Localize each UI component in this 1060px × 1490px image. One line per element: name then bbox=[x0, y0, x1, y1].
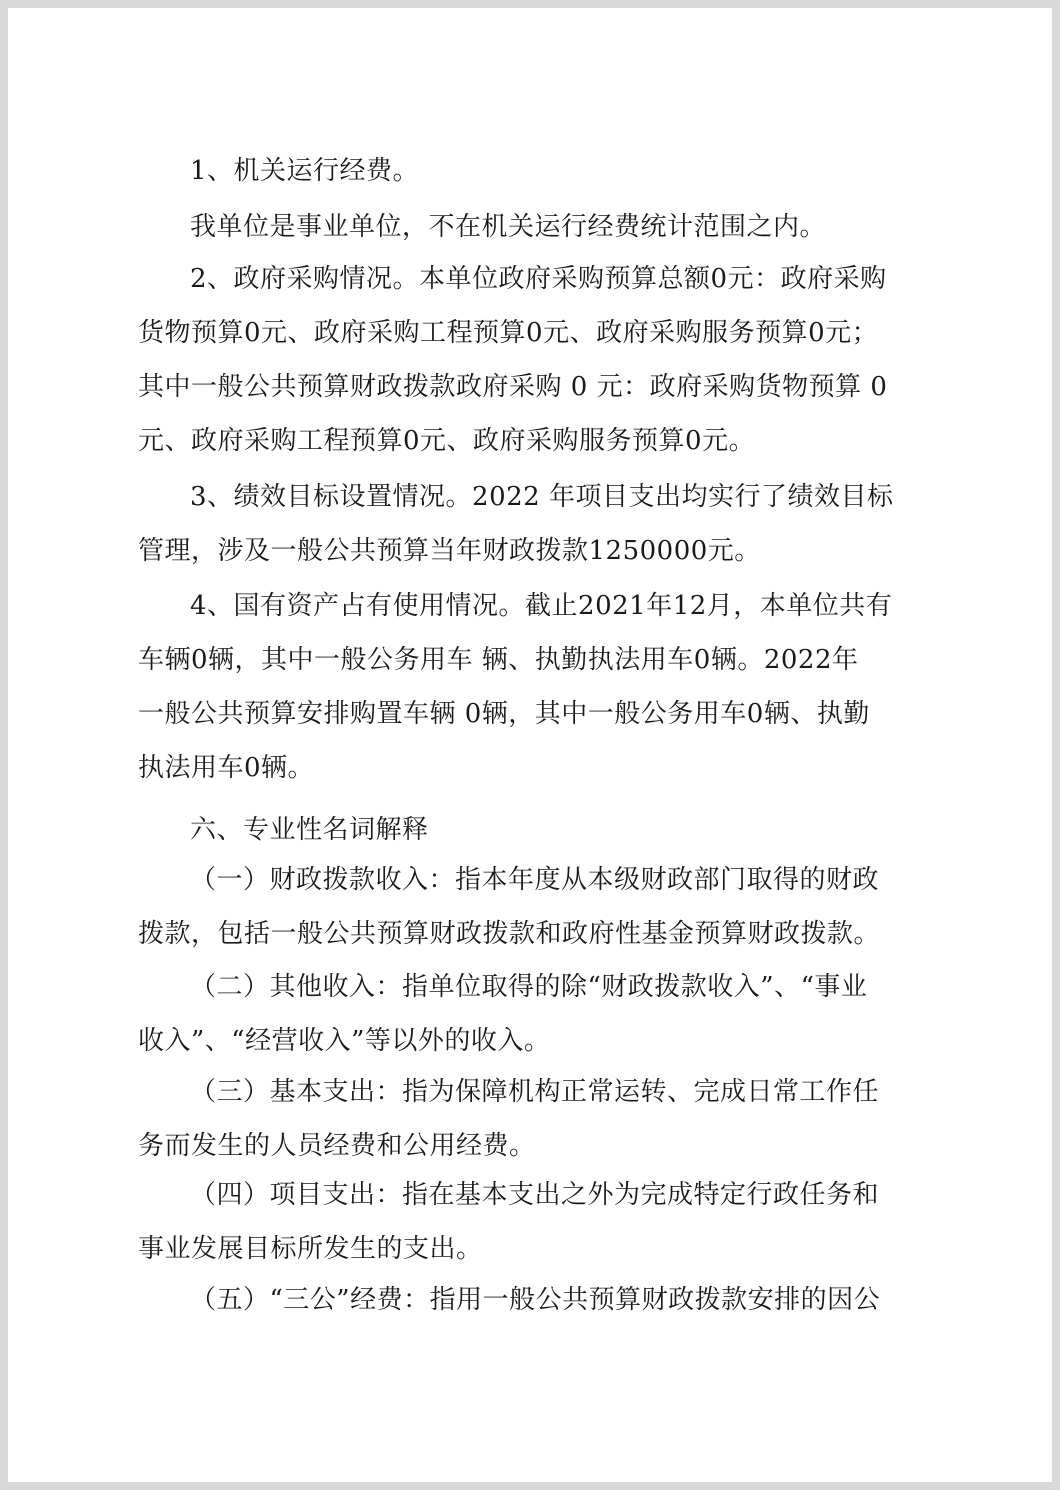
paragraph-state-assets bbox=[138, 579, 928, 795]
text-line: 执法用车0辆。 bbox=[138, 753, 315, 783]
text-line: 1、机关运行经费。 bbox=[190, 156, 420, 186]
paragraph-admin-operating-expenses-heading bbox=[138, 144, 928, 198]
text-line: 4、国有资产占有使用情况。截止2021年12月，本单位共有 bbox=[190, 591, 893, 621]
text-line: 一般公共预算安排购置车辆 0辆，其中一般公务用车0辆、执勤 bbox=[138, 699, 870, 729]
text-line: 管理，涉及一般公共预算当年财政拨款1250000元。 bbox=[138, 536, 761, 566]
text-line: 2、政府采购情况。本单位政府采购预算总额0元：政府采购 bbox=[190, 264, 887, 294]
text-line: 3、绩效目标设置情况。2022 年项目支出均实行了绩效目标 bbox=[190, 482, 894, 512]
paragraph-admin-operating-expenses-body bbox=[138, 200, 928, 254]
text-line: 六、专业性名词解释 bbox=[190, 815, 429, 845]
text-line: （四）项目支出：指在基本支出之外为完成特定行政任务和 bbox=[190, 1180, 880, 1210]
text-line: 我单位是事业单位，不在机关运行经费统计范围之内。 bbox=[190, 212, 827, 242]
text-line: 元、政府采购工程预算0元、政府采购服务预算0元。 bbox=[138, 426, 756, 456]
text-line: 事业发展目标所发生的支出。 bbox=[138, 1234, 483, 1264]
paragraph-three-public-expenses bbox=[138, 1273, 928, 1327]
paragraph-government-procurement bbox=[138, 252, 928, 468]
document-page bbox=[8, 8, 1052, 1482]
text-line: 拨款，包括一般公共预算财政拨款和政府性基金预算财政拨款。 bbox=[138, 919, 881, 949]
text-line: （二）其他收入：指单位取得的除“财政拨款收入”、“事业 bbox=[190, 972, 868, 1002]
paragraph-project-expenditure bbox=[138, 1168, 928, 1276]
text-line: 务而发生的人员经费和公用经费。 bbox=[138, 1131, 536, 1161]
paragraph-other-income bbox=[138, 960, 928, 1068]
text-line: 货物预算0元、政府采购工程预算0元、政府采购服务预算0元； bbox=[138, 318, 879, 348]
text-line: 车辆0辆，其中一般公务用车 辆、执勤执法用车0辆。2022年 bbox=[138, 645, 859, 675]
paragraph-basic-expenditure bbox=[138, 1065, 928, 1173]
text-line: （五）“三公”经费：指用一般公共预算财政拨款安排的因公 bbox=[190, 1285, 881, 1315]
text-line: 收入”、“经营收入”等以外的收入。 bbox=[138, 1026, 551, 1056]
paragraph-performance-targets bbox=[138, 470, 928, 578]
section-heading-terminology bbox=[138, 803, 928, 857]
text-line: （一）财政拨款收入：指本年度从本级财政部门取得的财政 bbox=[190, 865, 880, 895]
text-line: （三）基本支出：指为保障机构正常运转、完成日常工作任 bbox=[190, 1077, 880, 1107]
text-line: 其中一般公共预算财政拨款政府采购 0 元：政府采购货物预算 0 bbox=[138, 372, 888, 402]
paragraph-fiscal-appropriation-income bbox=[138, 853, 928, 961]
